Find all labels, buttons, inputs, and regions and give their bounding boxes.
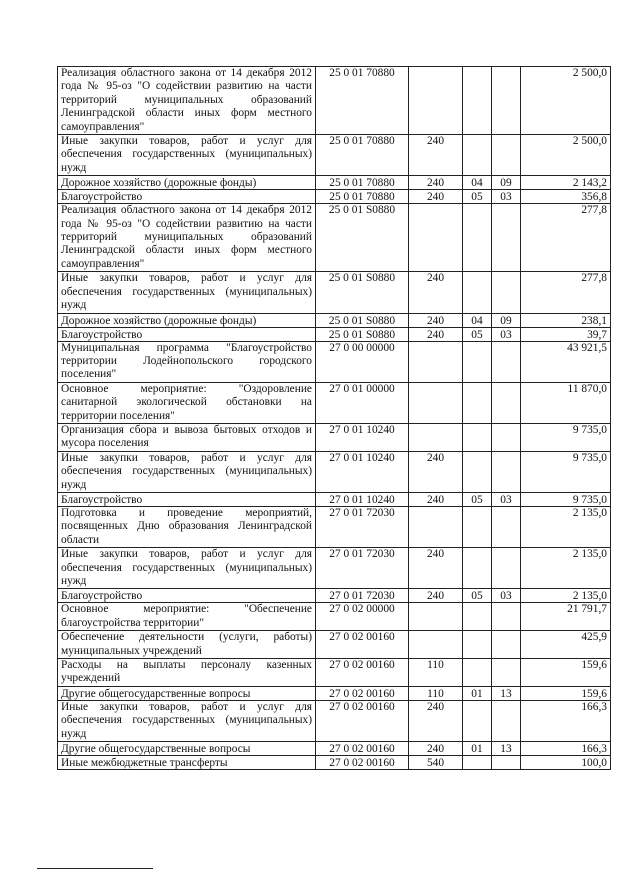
budget-table	[57, 66, 611, 770]
row-name-cell: Иные закупки товаров, работ и услуг для обеспечения государственных (муниципальных) нужд	[58, 451, 316, 492]
section-cell	[463, 204, 492, 272]
subsection-cell	[492, 451, 521, 492]
section-cell: 04	[463, 176, 492, 190]
subsection-cell	[492, 700, 521, 741]
expense-type-cell: 240	[409, 700, 463, 741]
target-code-cell: 25 0 01 70880	[316, 176, 409, 190]
table-row	[58, 506, 611, 547]
section-cell	[463, 272, 492, 313]
subsection-cell	[492, 272, 521, 313]
table-row	[58, 382, 611, 423]
amount-cell: 166,3	[521, 742, 611, 756]
expense-type-cell: 240	[409, 272, 463, 313]
amount-cell: 159,6	[521, 659, 611, 687]
section-cell	[463, 451, 492, 492]
row-name-cell: Иные закупки товаров, работ и услуг для обеспечения государственных (муниципальных) нужд	[58, 135, 316, 176]
table-row	[58, 631, 611, 659]
section-cell	[463, 382, 492, 423]
row-name-cell: Благоустройство	[58, 327, 316, 341]
amount-cell: 159,6	[521, 686, 611, 700]
section-cell: 01	[463, 742, 492, 756]
amount-cell: 9 735,0	[521, 451, 611, 492]
row-name-cell: Реализация областного закона от 14 декабря 2012 года № 95-оз "О содействии развитию на части территорий муниципальных образований Ленинградской области иных форм местного самоуправления"	[58, 204, 316, 272]
table-row	[58, 204, 611, 272]
table-row	[58, 700, 611, 741]
section-cell	[463, 659, 492, 687]
target-code-cell: 27 0 02 00160	[316, 742, 409, 756]
expense-type-cell: 240	[409, 327, 463, 341]
target-code-cell: 25 0 01 S0880	[316, 327, 409, 341]
expense-type-cell: 240	[409, 451, 463, 492]
expense-type-cell: 240	[409, 492, 463, 506]
section-cell	[463, 700, 492, 741]
amount-cell: 2 143,2	[521, 176, 611, 190]
subsection-cell	[492, 341, 521, 382]
expense-type-cell: 240	[409, 190, 463, 204]
amount-cell: 9 735,0	[521, 423, 611, 451]
subsection-cell	[492, 603, 521, 631]
section-cell: 01	[463, 686, 492, 700]
expense-type-cell	[409, 204, 463, 272]
section-cell	[463, 423, 492, 451]
table-row	[58, 423, 611, 451]
amount-cell: 100,0	[521, 756, 611, 770]
budget-table-body	[58, 67, 611, 770]
row-name-cell: Благоустройство	[58, 492, 316, 506]
section-cell	[463, 135, 492, 176]
subsection-cell	[492, 204, 521, 272]
row-name-cell: Дорожное хозяйство (дорожные фонды)	[58, 176, 316, 190]
amount-cell: 2 135,0	[521, 589, 611, 603]
expense-type-cell: 110	[409, 686, 463, 700]
row-name-cell: Основное мероприятие: "Оздоровление санитарной экологической обстановки на территории поселения"	[58, 382, 316, 423]
row-name-cell: Расходы на выплаты персоналу казенных учреждений	[58, 659, 316, 687]
amount-cell: 277,8	[521, 204, 611, 272]
expense-type-cell: 240	[409, 176, 463, 190]
target-code-cell: 25 0 01 S0880	[316, 313, 409, 327]
subsection-cell	[492, 631, 521, 659]
section-cell: 05	[463, 492, 492, 506]
row-name-cell: Подготовка и проведение мероприятий, посвященных Дню образования Ленинградской области	[58, 506, 316, 547]
amount-cell: 11 870,0	[521, 382, 611, 423]
subsection-cell: 13	[492, 686, 521, 700]
subsection-cell	[492, 659, 521, 687]
row-name-cell: Организация сбора и вывоза бытовых отходов и мусора поселения	[58, 423, 316, 451]
row-name-cell: Дорожное хозяйство (дорожные фонды)	[58, 313, 316, 327]
row-name-cell: Основное мероприятие: "Обеспечение благоустройства территории"	[58, 603, 316, 631]
amount-cell: 356,8	[521, 190, 611, 204]
amount-cell: 166,3	[521, 700, 611, 741]
section-cell	[463, 506, 492, 547]
subsection-cell: 09	[492, 313, 521, 327]
row-name-cell: Иные закупки товаров, работ и услуг для обеспечения государственных (муниципальных) нужд	[58, 548, 316, 589]
expense-type-cell	[409, 382, 463, 423]
expense-type-cell: 240	[409, 589, 463, 603]
target-code-cell: 25 0 01 S0880	[316, 272, 409, 313]
amount-cell: 21 791,7	[521, 603, 611, 631]
expense-type-cell	[409, 603, 463, 631]
table-row	[58, 176, 611, 190]
table-row	[58, 548, 611, 589]
amount-cell: 43 921,5	[521, 341, 611, 382]
amount-cell: 9 735,0	[521, 492, 611, 506]
target-code-cell: 27 0 02 00160	[316, 700, 409, 741]
row-name-cell: Благоустройство	[58, 190, 316, 204]
subsection-cell: 09	[492, 176, 521, 190]
target-code-cell: 25 0 01 70880	[316, 135, 409, 176]
target-code-cell: 27 0 02 00160	[316, 659, 409, 687]
row-name-cell: Иные межбюджетные трансферты	[58, 756, 316, 770]
table-row	[58, 327, 611, 341]
expense-type-cell	[409, 341, 463, 382]
section-cell	[463, 548, 492, 589]
subsection-cell	[492, 548, 521, 589]
target-code-cell: 25 0 01 70880	[316, 190, 409, 204]
amount-cell: 2 500,0	[521, 67, 611, 135]
expense-type-cell	[409, 423, 463, 451]
expense-type-cell: 240	[409, 548, 463, 589]
table-row	[58, 756, 611, 770]
subsection-cell	[492, 382, 521, 423]
table-row	[58, 492, 611, 506]
subsection-cell: 03	[492, 492, 521, 506]
subsection-cell	[492, 756, 521, 770]
section-cell	[463, 631, 492, 659]
table-row	[58, 313, 611, 327]
table-row	[58, 589, 611, 603]
target-code-cell: 27 0 01 10240	[316, 451, 409, 492]
row-name-cell: Обеспечение деятельности (услуги, работы) муниципальных учреждений	[58, 631, 316, 659]
amount-cell: 39,7	[521, 327, 611, 341]
section-cell	[463, 341, 492, 382]
subsection-cell: 03	[492, 190, 521, 204]
target-code-cell: 25 0 01 70880	[316, 67, 409, 135]
target-code-cell: 27 0 01 00000	[316, 382, 409, 423]
table-row	[58, 742, 611, 756]
target-code-cell: 27 0 02 00000	[316, 603, 409, 631]
target-code-cell: 27 0 01 10240	[316, 492, 409, 506]
row-name-cell: Другие общегосударственные вопросы	[58, 686, 316, 700]
subsection-cell	[492, 423, 521, 451]
section-cell: 05	[463, 589, 492, 603]
subsection-cell	[492, 67, 521, 135]
table-row	[58, 135, 611, 176]
section-cell	[463, 67, 492, 135]
section-cell: 05	[463, 190, 492, 204]
table-row	[58, 686, 611, 700]
table-row	[58, 190, 611, 204]
section-cell: 04	[463, 313, 492, 327]
target-code-cell: 27 0 00 00000	[316, 341, 409, 382]
expense-type-cell: 240	[409, 313, 463, 327]
table-row	[58, 603, 611, 631]
expense-type-cell: 240	[409, 135, 463, 176]
amount-cell: 238,1	[521, 313, 611, 327]
target-code-cell: 27 0 01 10240	[316, 423, 409, 451]
expense-type-cell	[409, 506, 463, 547]
row-name-cell: Благоустройство	[58, 589, 316, 603]
target-code-cell: 27 0 02 00160	[316, 686, 409, 700]
expense-type-cell: 110	[409, 659, 463, 687]
amount-cell: 277,8	[521, 272, 611, 313]
target-code-cell: 27 0 02 00160	[316, 631, 409, 659]
amount-cell: 425,9	[521, 631, 611, 659]
expense-type-cell	[409, 631, 463, 659]
footnote-separator	[37, 868, 153, 869]
table-row	[58, 341, 611, 382]
table-row	[58, 451, 611, 492]
target-code-cell: 27 0 02 00160	[316, 756, 409, 770]
row-name-cell: Иные закупки товаров, работ и услуг для обеспечения государственных (муниципальных) нужд	[58, 700, 316, 741]
amount-cell: 2 135,0	[521, 548, 611, 589]
subsection-cell	[492, 135, 521, 176]
table-row	[58, 272, 611, 313]
target-code-cell: 27 0 01 72030	[316, 548, 409, 589]
table-row	[58, 67, 611, 135]
expense-type-cell	[409, 67, 463, 135]
subsection-cell: 13	[492, 742, 521, 756]
section-cell	[463, 756, 492, 770]
amount-cell: 2 135,0	[521, 506, 611, 547]
expense-type-cell: 540	[409, 756, 463, 770]
row-name-cell: Муниципальная программа "Благоустройство территории Лодейнопольского городского поселения"	[58, 341, 316, 382]
table-row	[58, 659, 611, 687]
target-code-cell: 27 0 01 72030	[316, 506, 409, 547]
target-code-cell: 27 0 01 72030	[316, 589, 409, 603]
expense-type-cell: 240	[409, 742, 463, 756]
section-cell: 05	[463, 327, 492, 341]
row-name-cell: Реализация областного закона от 14 декабря 2012 года № 95-оз "О содействии развитию на части территорий муниципальных образований Ленинградской области иных форм местного самоуправления"	[58, 67, 316, 135]
subsection-cell	[492, 506, 521, 547]
row-name-cell: Другие общегосударственные вопросы	[58, 742, 316, 756]
row-name-cell: Иные закупки товаров, работ и услуг для обеспечения государственных (муниципальных) нужд	[58, 272, 316, 313]
amount-cell: 2 500,0	[521, 135, 611, 176]
target-code-cell: 25 0 01 S0880	[316, 204, 409, 272]
section-cell	[463, 603, 492, 631]
subsection-cell: 03	[492, 327, 521, 341]
subsection-cell: 03	[492, 589, 521, 603]
